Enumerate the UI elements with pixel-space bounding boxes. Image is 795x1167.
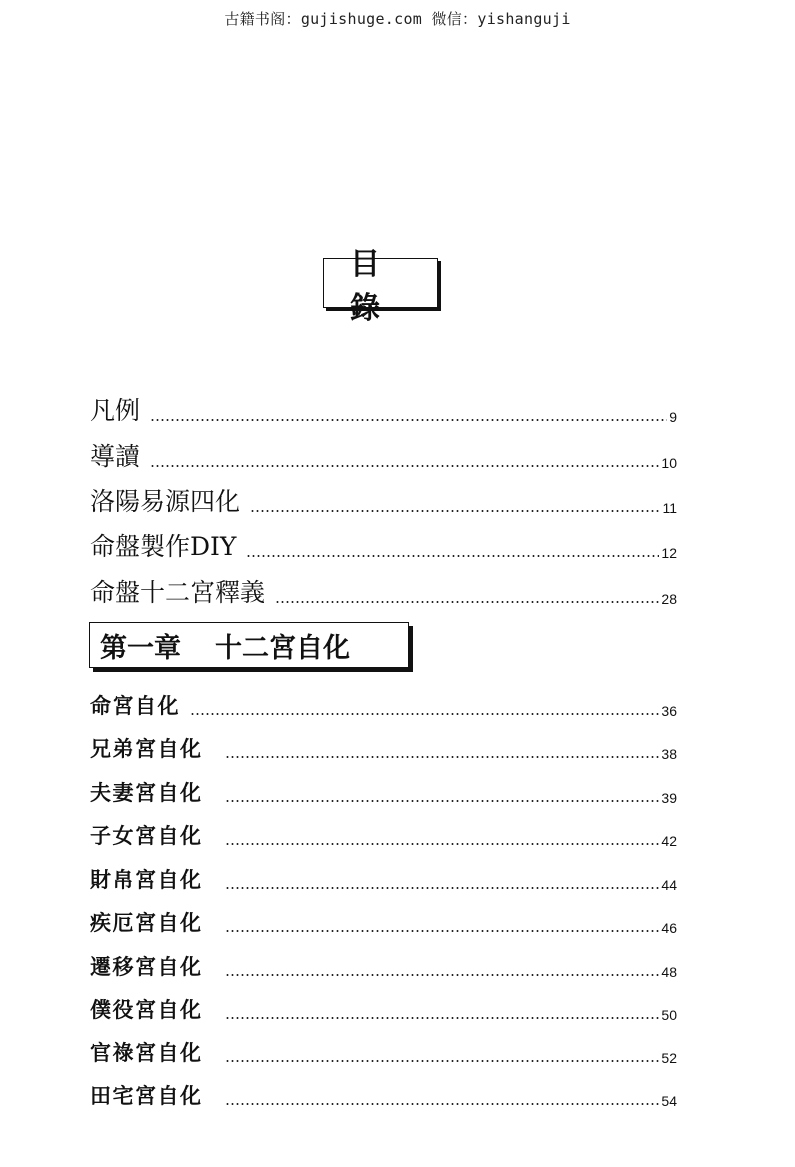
toc-entry-label: 僕役宮自化 [90, 998, 203, 1022]
toc-entry-page: 28 [661, 591, 677, 607]
toc-entry-label: 子女宮自化 [90, 824, 203, 848]
dot-leader [225, 1103, 660, 1105]
toc-entry-label: 導讀 [90, 442, 141, 471]
toc-entry[interactable] [90, 574, 677, 608]
toc-entry-label: 田宅宮自化 [90, 1084, 203, 1108]
chapter-heading[interactable] [89, 622, 409, 668]
toc-entry-label: 夫妻宮自化 [90, 781, 203, 805]
dot-leader [190, 713, 659, 715]
toc-entry[interactable] [90, 947, 677, 981]
toc-entry-label: 官祿宮自化 [90, 1041, 203, 1065]
dot-leader [225, 930, 660, 932]
dot-leader [225, 974, 660, 976]
toc-entry-label: 命盤製作DIY [90, 532, 237, 561]
dot-leader [250, 510, 660, 512]
toc-entry-page: 48 [661, 964, 677, 980]
toc-entry-page: 38 [661, 746, 677, 762]
toc-entry-label: 凡例 [90, 396, 141, 425]
dot-leader [225, 800, 660, 802]
toc-entry-page: 10 [661, 455, 677, 471]
toc-entry[interactable] [90, 528, 677, 562]
toc-entry-page: 42 [661, 833, 677, 849]
dot-leader [150, 419, 667, 421]
toc-entry-label: 財帛宮自化 [90, 868, 203, 892]
toc-title: 目 錄 [323, 258, 438, 308]
toc-entry-page: 44 [661, 877, 677, 893]
dot-leader [150, 465, 659, 467]
toc-entry[interactable] [90, 1076, 677, 1110]
toc-entry-page: 52 [661, 1050, 677, 1066]
dot-leader [225, 843, 660, 845]
toc-entry-page: 46 [661, 920, 677, 936]
toc-entry-label: 命宮自化 [90, 694, 180, 718]
toc-entry[interactable] [90, 438, 677, 472]
toc-entry-page: 11 [662, 500, 677, 516]
dot-leader [225, 756, 660, 758]
dot-leader [225, 887, 660, 889]
toc-entry-page: 9 [669, 409, 677, 425]
toc-entry[interactable] [90, 816, 677, 850]
toc-entry[interactable] [90, 1033, 677, 1067]
toc-entry[interactable] [90, 990, 677, 1024]
toc-entry[interactable] [90, 729, 677, 763]
watermark-text: 古籍书阁：gujishuge.com 微信：yishanguji [224, 10, 571, 28]
toc-entry-page: 12 [661, 545, 677, 561]
toc-entry-page: 50 [661, 1007, 677, 1023]
toc-entry-label: 遷移宮自化 [90, 955, 203, 979]
toc-entry-page: 54 [661, 1093, 677, 1109]
toc-entry-label: 洛陽易源四化 [90, 487, 241, 516]
toc-entry-label: 命盤十二宮釋義 [90, 578, 266, 607]
toc-entry[interactable] [90, 483, 677, 517]
dot-leader [275, 601, 659, 603]
toc-entry-page: 36 [661, 703, 677, 719]
toc-entry[interactable] [90, 903, 677, 937]
toc-entry[interactable] [90, 773, 677, 807]
toc-entry-label: 兄弟宮自化 [90, 737, 203, 761]
toc-entry[interactable] [90, 686, 677, 720]
toc-entry[interactable] [90, 392, 677, 426]
chapter-title: 十二宮自化 [215, 632, 350, 664]
toc-entry-label: 疾厄宮自化 [90, 911, 203, 935]
dot-leader [246, 555, 659, 557]
toc-entry[interactable] [90, 860, 677, 894]
chapter-number: 第一章 [100, 632, 181, 664]
toc-entry-page: 39 [661, 790, 677, 806]
dot-leader [225, 1017, 660, 1019]
dot-leader [225, 1060, 660, 1062]
